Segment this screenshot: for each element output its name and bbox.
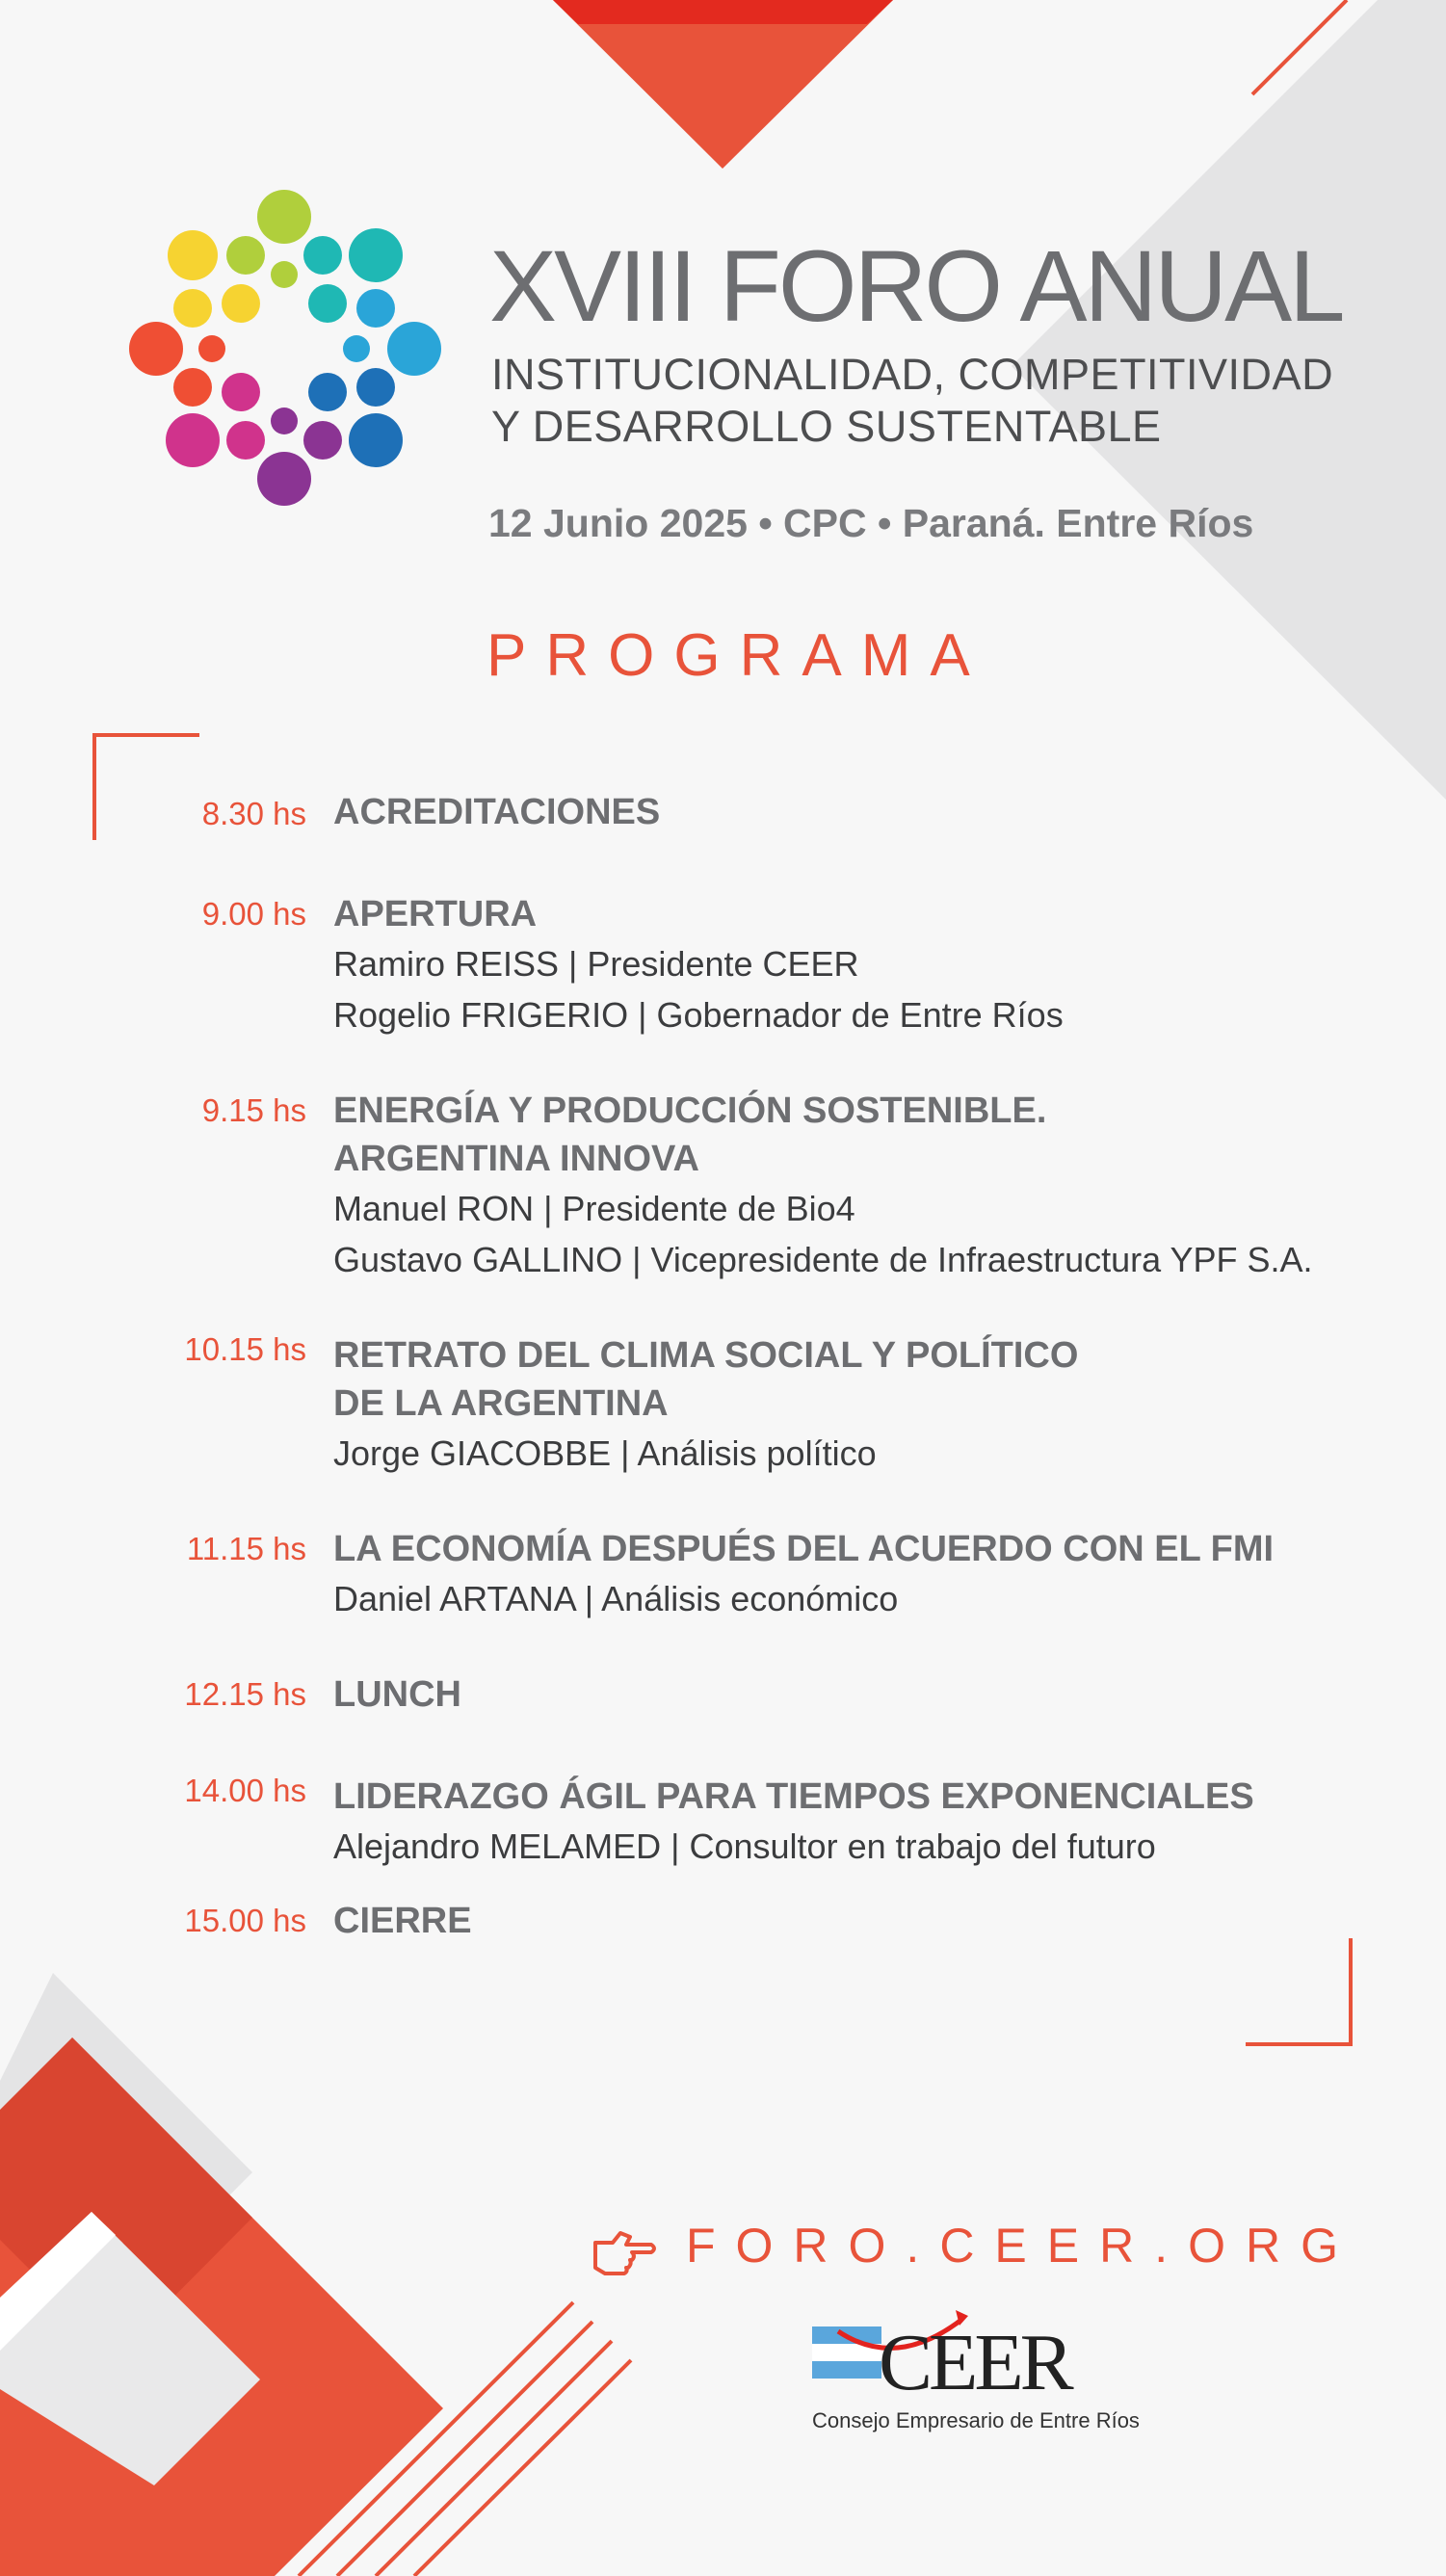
agenda-speaker: Manuel RON | Presidente de Bio4 <box>333 1189 855 1228</box>
agenda-speaker: Jorge GIACOBBE | Análisis político <box>333 1433 877 1473</box>
agenda-time: 14.00 hs <box>184 1773 306 1808</box>
agenda-speaker: Alejandro MELAMED | Consultor en trabajo del futuro <box>333 1827 1156 1866</box>
agenda-item-energia <box>0 1087 1446 1285</box>
ceer-logo-subtitle: Consejo Empresario de Entre Ríos <box>812 2408 1140 2432</box>
agenda-item-economia <box>0 1525 1446 1624</box>
agenda-speaker: Daniel ARTANA | Análisis económico <box>333 1579 899 1618</box>
event-subtitle <box>491 349 1333 453</box>
agenda-title: APERTURA <box>333 894 538 934</box>
event-subtitle-line1: INSTITUCIONALIDAD, COMPETITIVIDAD <box>491 350 1334 399</box>
agenda-item-apertura <box>0 890 1446 1040</box>
agenda-title: LA ECONOMÍA DESPUÉS DEL ACUERDO CON EL FMI <box>333 1529 1275 1569</box>
event-subtitle-line2: Y DESARROLLO SUSTENTABLE <box>491 402 1162 451</box>
agenda-title: RETRATO DEL CLIMA SOCIAL Y POLÍTICO DE LA ARGENTINA <box>333 1335 1079 1424</box>
agenda-speaker: Ramiro REISS | Presidente CEER <box>333 944 859 984</box>
event-title: XVIII FORO ANUAL <box>489 230 1343 343</box>
agenda-item-cierre <box>0 1897 1446 1945</box>
agenda-time: 10.15 hs <box>184 1331 306 1367</box>
foro-circle-logo <box>129 190 441 506</box>
top-triangle-shape <box>553 0 893 169</box>
agenda-title: LIDERAZGO ÁGIL PARA TIEMPOS EXPONENCIALES <box>333 1776 1254 1817</box>
pointing-hand-icon <box>595 2233 654 2274</box>
website-link[interactable]: FORO.CEER.ORG <box>686 2219 1359 2273</box>
agenda-item-liderazgo <box>0 1773 1446 1872</box>
agenda-item-acreditaciones <box>0 788 1446 836</box>
agenda-time: 8.30 hs <box>201 796 306 831</box>
section-title: PROGRAMA <box>486 622 989 689</box>
agenda-list <box>0 788 1446 1945</box>
agenda-time: 11.15 hs <box>186 1531 306 1566</box>
event-date-location: 12 Junio 2025 • CPC • Paraná. Entre Ríos <box>488 501 1254 545</box>
agenda-time: 9.15 hs <box>201 1092 306 1128</box>
agenda-time: 9.00 hs <box>201 896 306 932</box>
agenda-title: CIERRE <box>333 1901 472 1941</box>
agenda-time: 12.15 hs <box>184 1676 306 1712</box>
agenda-item-retrato <box>0 1331 1446 1479</box>
agenda-speaker: Gustavo GALLINO | Vicepresidente de Infraestructura YPF S.A. <box>333 1240 1313 1279</box>
agenda-title: ENERGÍA Y PRODUCCIÓN SOSTENIBLE. ARGENTINA INNOVA <box>333 1091 1047 1179</box>
agenda-title: ACREDITACIONES <box>333 792 661 832</box>
agenda-item-lunch <box>0 1670 1446 1719</box>
program-bracket-bottom-right <box>1246 1938 1351 2044</box>
agenda-speaker: Rogelio FRIGERIO | Gobernador de Entre Ríos <box>333 995 1064 1035</box>
agenda-time: 15.00 hs <box>184 1903 306 1938</box>
ceer-logo-text: CEER <box>879 2318 1070 2407</box>
agenda-title: LUNCH <box>333 1674 461 1715</box>
